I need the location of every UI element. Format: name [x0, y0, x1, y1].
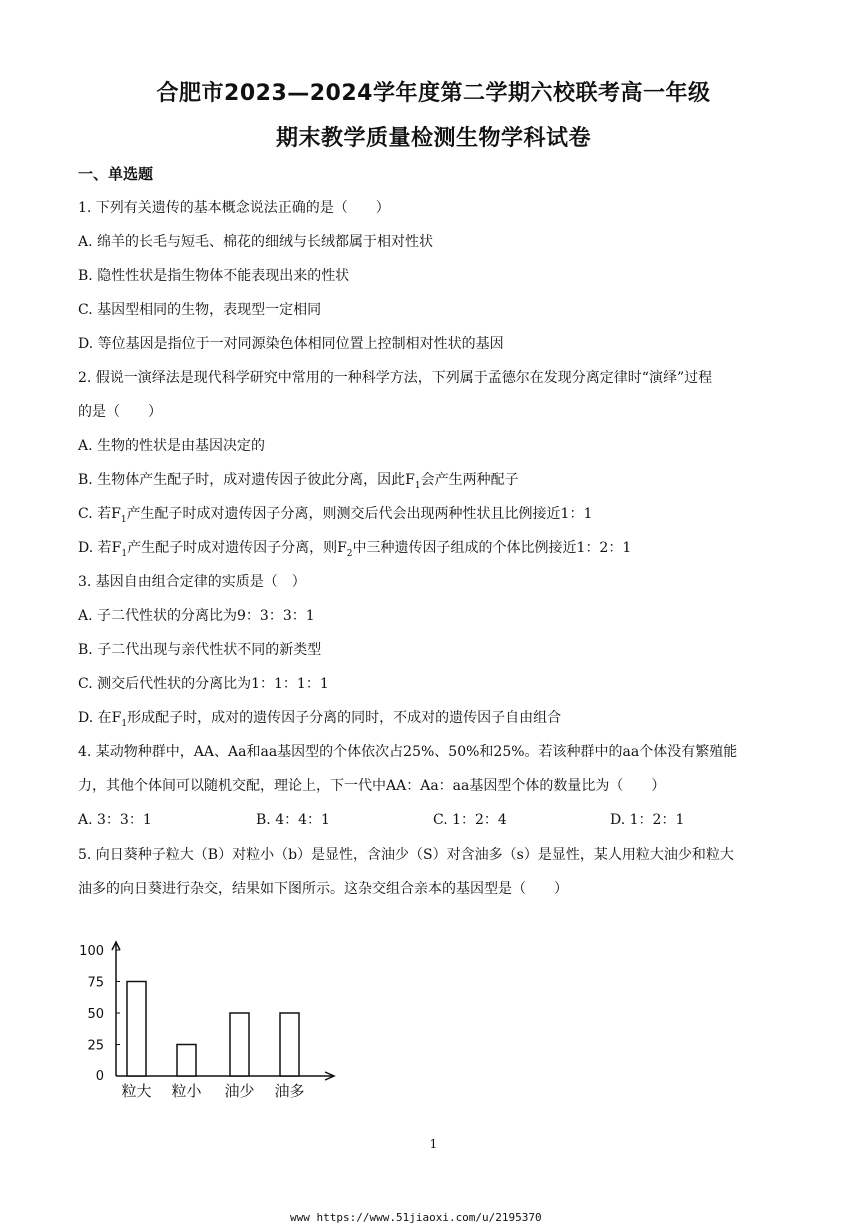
- q4-option-d: D. 1：2：1: [610, 812, 685, 828]
- q3-option-b: B. 子二代出现与亲代性状不同的新类型: [78, 642, 322, 658]
- q2-option-d: D. 若$F_1$产生配子时成对遗传因子分离，则$F_2$中三种遗传因子组成的个体比例接近1：2：1: [78, 540, 632, 559]
- q2-stem-line1: 2. 假说一演绎法是现代科学研究中常用的一种科学方法，下列属于孟德尔在发现分离定律时“演绎”过程: [78, 370, 713, 386]
- y-tick-label: 75: [87, 975, 104, 991]
- x-category-label: 粒大: [121, 1082, 152, 1100]
- q3-option-c: C. 测交后代性状的分离比为1：1：1：1: [78, 676, 329, 692]
- bar: [127, 982, 146, 1077]
- q4-stem-line2: 力，其他个体间可以随机交配，理论上，下一代中AA：Aa：aa基因型个体的数量比为（ ）: [78, 778, 666, 794]
- q2-stem-line2: 的是（ ）: [78, 404, 162, 420]
- q1-option-d: D. 等位基因是指位于一对同源染色体相同位置上控制相对性状的基因: [78, 336, 504, 352]
- q5-stem-line2: 油多的向日葵进行杂交，结果如下图所示。这杂交组合亲本的基因型是（ ）: [78, 881, 568, 897]
- q4-option-a: A. 3：3：1: [78, 812, 152, 828]
- q4-stem-line1: 4. 某动物种群中，AA、Aa和aa基因型的个体依次占25%、50%和25%。若该种群中的aa个体没有繁殖能: [78, 744, 738, 760]
- q1-stem: 1. 下列有关遗传的基本概念说法正确的是（ ）: [78, 200, 390, 216]
- x-category-label: 粒小: [171, 1082, 202, 1100]
- x-category-label: 油多: [274, 1082, 305, 1100]
- q5-stem-line1: 5. 向日葵种子粒大（B）对粒小（b）是显性，含油少（S）对含油多（s）是显性，某人用粒大油少和粒大: [78, 847, 734, 863]
- q3-option-a: A. 子二代性状的分离比为9：3：3：1: [78, 608, 315, 624]
- q4-option-b: B. 4：4：1: [256, 812, 330, 828]
- bar: [280, 1013, 299, 1076]
- x-category-label: 油少: [224, 1082, 255, 1100]
- q4-option-c: C. 1：2：4: [433, 812, 507, 828]
- q1-option-a: A. 绵羊的长毛与短毛、棉花的细绒与长绒都属于相对性状: [78, 234, 434, 250]
- bar: [177, 1045, 196, 1077]
- section-heading: 一、单选题: [78, 165, 154, 183]
- exam-title-line2: 期末教学质量检测生物学科试卷: [275, 126, 591, 151]
- q2-option-a: A. 生物的性状是由基因决定的: [78, 438, 266, 454]
- bar-chart: [78, 932, 348, 1102]
- bar: [230, 1013, 249, 1076]
- page-number: 1: [429, 1137, 438, 1151]
- q3-stem: 3. 基因自由组合定律的实质是（ ）: [78, 574, 306, 590]
- y-tick-label: 50: [87, 1007, 104, 1022]
- y-tick-label: 0: [95, 1069, 104, 1084]
- q3-option-d: D. 在$F_1$形成配子时，成对的遗传因子分离的同时，不成对的遗传因子自由组合: [78, 710, 562, 729]
- y-tick-label: 100: [79, 944, 104, 959]
- q2-option-b: B. 生物体产生配子时，成对遗传因子彼此分离，因此$F_1$会产生两种配子: [78, 472, 519, 491]
- y-tick-label: 25: [87, 1038, 104, 1054]
- exam-title-line1: 合肥市2023—2024学年度第二学期六校联考高一年级: [156, 81, 711, 106]
- q2-option-c: C. 若$F_1$产生配子时成对遗传因子分离，则测交后代会出现两种性状且比例接近1：1: [78, 506, 593, 525]
- q1-option-c: C. 基因型相同的生物，表现型一定相同: [78, 302, 322, 318]
- q1-option-b: B. 隐性性状是指生物体不能表现出来的性状: [78, 268, 350, 284]
- footer-url: www https://www.51jiaoxi.com/u/2195370: [290, 1211, 542, 1224]
